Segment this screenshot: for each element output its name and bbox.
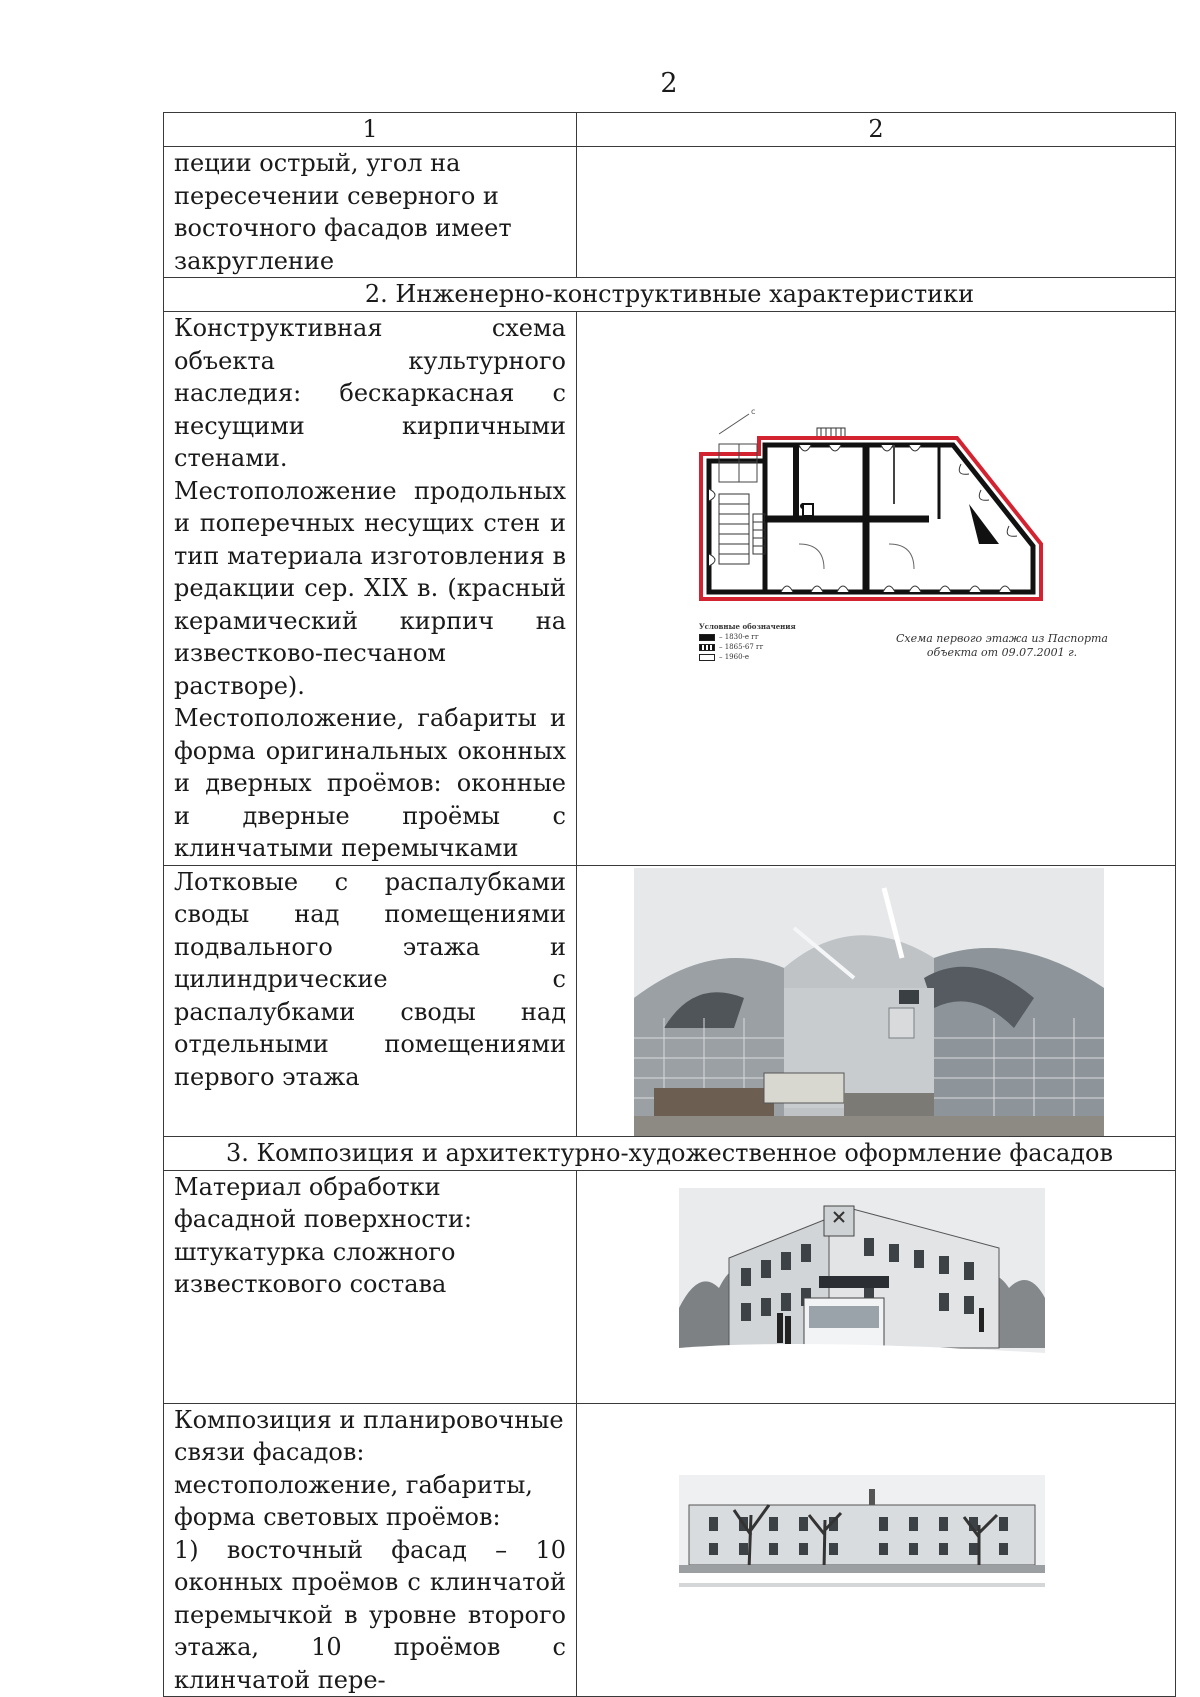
corner-photo-cell <box>577 1170 1176 1403</box>
continued-text: пеции острый, угол на пересечении северного и восточного фасадов имеет закругление <box>174 149 512 275</box>
basement-photo-cell <box>577 865 1176 1136</box>
legend-item <box>699 652 819 662</box>
composition-paragraph: 1) восточный фасад – 10 оконных проёмов с клинчатой перемычкой в уровне второго этажа, 10 проёмов с клинчатой пере- <box>174 1535 566 1694</box>
floor-plan-image <box>699 394 1045 614</box>
section-2-title: 2. Инженерно-конструктивные характеристики <box>164 278 1176 312</box>
svg-text:с: с <box>751 407 756 416</box>
vaults-text-cell <box>164 865 577 1136</box>
table-row <box>164 1403 1176 1697</box>
vaults-text: Лотковые с распалубками своды над помещениями подвального этажа и цилиндрические с распалубками своды над отдельными помещениями первого этажа <box>174 867 566 1091</box>
table-row <box>164 865 1176 1136</box>
east-facade-photo-cell <box>577 1403 1176 1697</box>
plan-caption: Схема первого этажа из Паспорта объекта от 09.07.2001 г. <box>896 632 1108 659</box>
section-row <box>164 1136 1176 1170</box>
legend-item <box>699 632 819 642</box>
material-text-cell <box>164 1170 577 1403</box>
legend-item <box>699 642 819 652</box>
composition-text-cell <box>164 1403 577 1697</box>
section-3-title: 3. Композиция и архитектурно-художественное оформление фасадов <box>164 1136 1176 1170</box>
structure-paragraph: Местоположение продольных и поперечных несущих стен и тип материала изготовления в редакции сер. XIX в. (красный керамический кирпич на известково-песчаном растворе). <box>174 476 566 700</box>
legend-swatch-empty <box>699 654 715 661</box>
structure-paragraph: Местоположение, габариты и форма оригинальных оконных и дверных проёмов: оконные и дверные проёмы с клинчатыми перемычками <box>174 704 566 862</box>
legend-label: – 1830-е гг <box>719 633 759 641</box>
page-number: 2 <box>660 68 678 99</box>
floor-plan-cell <box>577 312 1176 866</box>
empty-cell <box>577 147 1176 278</box>
building-corner-photo <box>679 1188 1045 1383</box>
composition-paragraph: Композиция и планировочные связи фасадов: местоположение, габариты, форма световых проёмов: <box>174 1405 564 1531</box>
column-header-2: 2 <box>577 113 1176 147</box>
continued-text-cell <box>164 147 577 278</box>
attributes-table <box>163 112 1176 1697</box>
structure-paragraph: Конструктивная схема объекта культурного наследия: бескаркасная с несущими кирпичными стенами. <box>174 314 566 472</box>
section-row <box>164 278 1176 312</box>
column-header-1: 1 <box>164 113 577 147</box>
legend-label: – 1865-67 гг <box>719 643 764 651</box>
legend-swatch-solid <box>699 634 715 641</box>
material-text: Материал обработки фасадной поверхности: штукатурка сложного известкового состава <box>174 1172 472 1298</box>
plan-legend <box>699 622 819 662</box>
table-row <box>164 1170 1176 1403</box>
table-row <box>164 312 1176 866</box>
legend-swatch-hatched <box>699 644 715 651</box>
structure-text-cell <box>164 312 577 866</box>
legend-label: – 1960-е <box>719 653 750 661</box>
east-facade-photo <box>679 1475 1045 1599</box>
table-row <box>164 147 1176 278</box>
header-row <box>164 113 1176 147</box>
legend-title: Условные обозначения <box>699 622 796 631</box>
basement-vault-photo <box>634 868 1104 1136</box>
